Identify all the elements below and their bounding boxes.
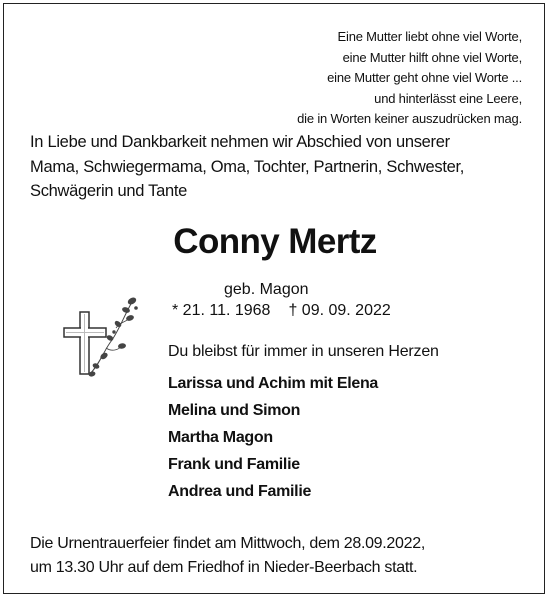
poem-line: die in Worten keiner auszudrücken mag. [297, 111, 522, 126]
cross-icon [64, 312, 106, 374]
mourner: Melina und Simon [168, 402, 301, 419]
maiden-name: geb. Magon [224, 281, 309, 298]
cross-with-ivy-icon [46, 288, 146, 388]
life-dates [172, 302, 409, 320]
poem [297, 27, 522, 130]
mourner: Frank und Familie [168, 456, 300, 473]
notice-line: um 13.30 Uhr auf dem Friedhof in Nieder-Beerbach statt. [30, 559, 418, 576]
intro-line: Mama, Schwiegermama, Oma, Tochter, Partnerin, Schwester, [30, 157, 465, 176]
intro-line: Schwägerin und Tante [30, 182, 187, 200]
birth-date: * 21. 11. 1968 [172, 302, 271, 319]
death-date: † 09. 09. 2022 [288, 302, 391, 319]
motto: Du bleibst für immer in unseren Herzen [168, 343, 439, 360]
intro-line: In Liebe und Dankbarkeit nehmen wir Abschied von unserer [30, 133, 450, 151]
deceased-name: Conny Mertz [173, 222, 377, 261]
notice-line: Die Urnentrauerfeier findet am Mittwoch, dem 28.09.2022, [30, 535, 425, 552]
mourners-list [168, 374, 378, 509]
poem-line: Eine Mutter liebt ohne viel Worte, [337, 29, 522, 44]
intro-text [30, 130, 530, 204]
mourner: Martha Magon [168, 429, 273, 446]
poem-line: eine Mutter hilft ohne viel Worte, [342, 49, 522, 65]
mourner: Larissa und Achim mit Elena [168, 375, 379, 392]
funeral-notice [30, 532, 425, 580]
mourner: Andrea und Familie [168, 483, 312, 500]
poem-line: eine Mutter geht ohne viel Worte ... [327, 70, 522, 85]
poem-line: und hinterlässt eine Leere, [374, 90, 522, 106]
